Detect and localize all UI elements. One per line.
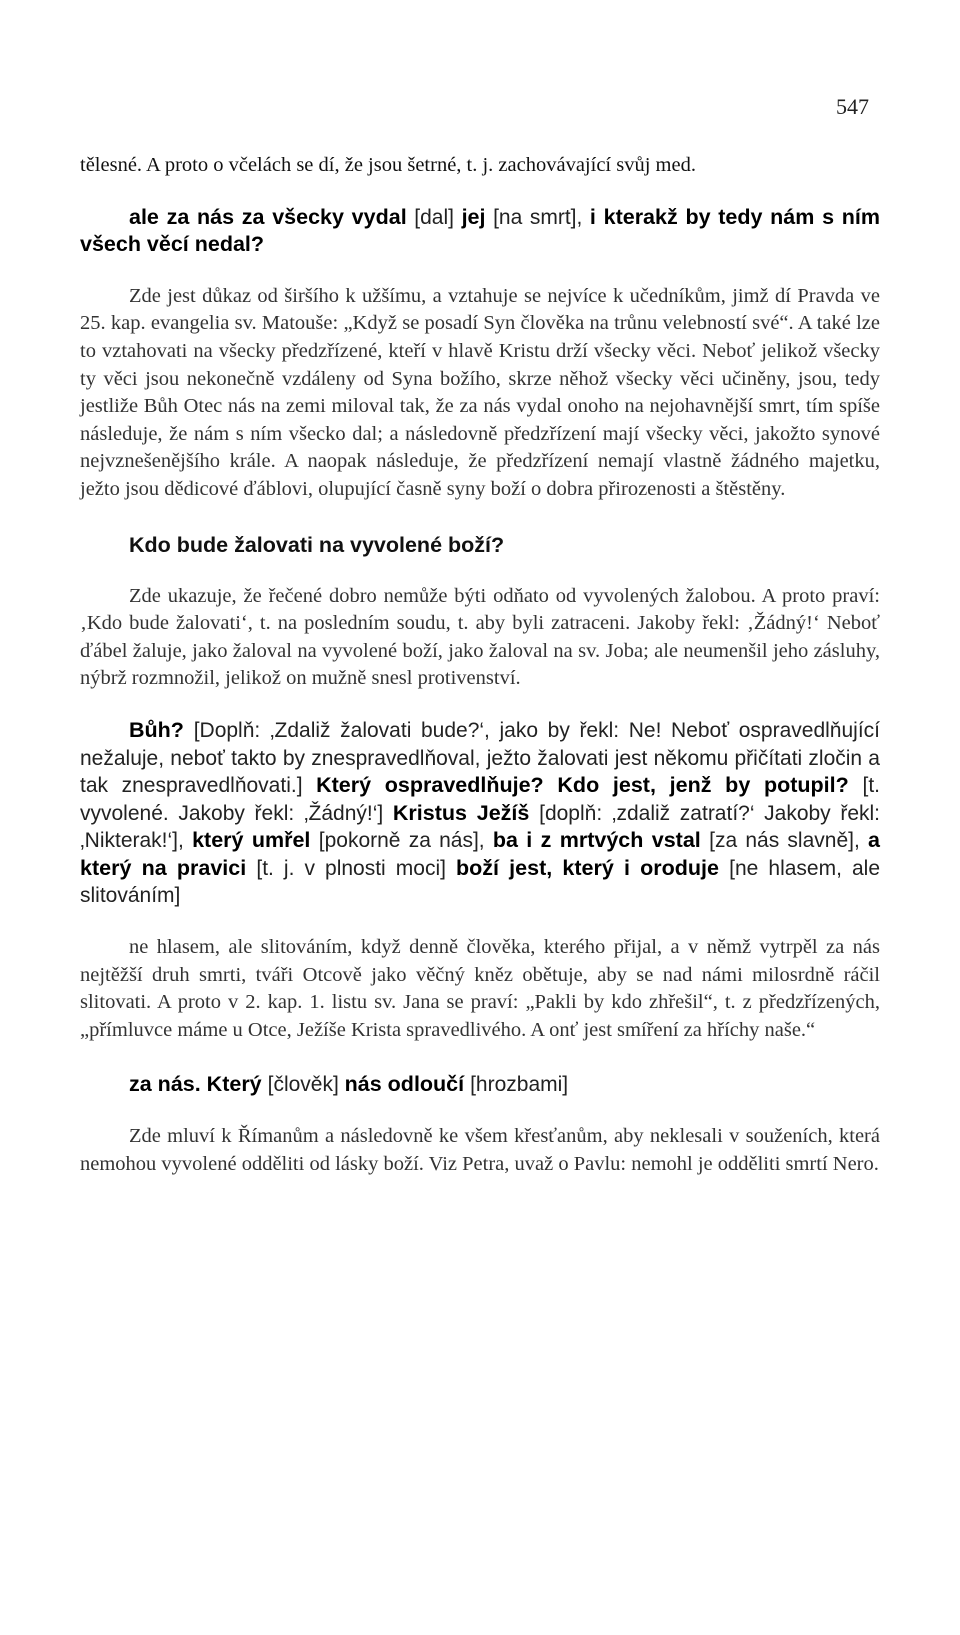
v2-segment-8: ba i z mrtvých vstal	[492, 828, 710, 853]
verse-1-insert-d: [na smrt],	[493, 205, 583, 229]
v2-segment-13: [ne hlasem, ale slitováním]	[80, 856, 880, 908]
v2-segment-11: [t. j. v plnosti moci]	[256, 856, 456, 880]
commentary-paragraph-3: ne hlasem, ale slitováním, když denně člověka, kterého přijal, a v němž vytrpěl za nás nejtěžší druh smrti, tváři Otcově jako věčný kněz obětuje, aby se nad námi milosrdně ráčil slitovati. A proto v 2. kap. 1. listu sv. Jana se praví: „Pakli by kdo zhřešil“, t. z předzřízených, „přímluvce máme u Otce, Ježíše Krista spravedlivého. A onť jest smíření za hříchy naše.“	[80, 936, 880, 1041]
v2-segment-10: a který na pravici	[80, 828, 880, 880]
v2-segment-9: [za nás slavně],	[709, 829, 869, 853]
v2-segment-6: který umřel	[192, 828, 319, 853]
v2-segment-7: [pokorně za nás],	[318, 829, 493, 853]
verse-1-bold-a: ale za nás za všecky vydal	[129, 204, 407, 229]
v2-segment-0: Bůh?	[129, 717, 194, 742]
commentary-paragraph-1: Zde jest důkaz od širšího k užšímu, a vztahuje se nejvíce k učedníkům, jimž dí Pravda ve 25. kap. evangelia sv. Matouše: „Když se posadí Syn člověka na trůnu velebností své“. A také lze to vztahovati na všecky předzřízené, kteří v hlavě Kristu drží všecky věci. Neboť jelikož všecky ty věci jsou nekonečně vzdáleny od Syna božího, skrze něhož všecky věci učiněny, jsou, tedy jestliže Bůh Otec nás na zemi miloval tak, že za nás vydal onoho na nejohavnější smrt, tím spíše následuje, že nám s ním všecko dal; a následovně předzřízení mají všecky věci, jakožto synové nejvznešenějšího krále. A naopak následuje, že předzřízení nemají vlastně žádného majetku, ježto jsou dědicové ďáblovi, olupující časně syny boží o dobra přirozenosti a štěstěny.	[80, 284, 880, 500]
verse-heading-1: Kdo bude žalovati na vyvolené boží?	[129, 532, 505, 557]
v2-segment-3: [t. vyvolené. Jakoby řekl: ‚Žádný!‘]	[80, 774, 880, 825]
page-content	[80, 152, 880, 1178]
verse-1-insert-b: [dal]	[414, 205, 454, 229]
verse-1-bold-c: jej	[461, 204, 486, 229]
commentary-paragraph-4: Zde mluví k Římanům a následovně ke všem křesťanům, aby neklesali v souženích, která nemohou vyvolené odděliti od lásky boží. Viz Petra, uvaž o Pavlu: nemohl je odděliti smrtí Nero.	[80, 1125, 880, 1175]
v3-segment-1: [člověk]	[267, 1073, 345, 1097]
v2-segment-12: boží jest, který i oroduje	[456, 855, 730, 880]
v2-segment-1: [Doplň: ‚Zdaliž žalovati bude?‘, jako by řekl: Ne! Neboť ospravedlňující nežaluje, neboť takto by znespravedlňoval, ježto žalovati jest někomu přičítati zločin a tak znespravedlňovati.]	[80, 718, 880, 798]
v2-segment-5: [doplň: ‚zdaliž zatratí?‘ Jakoby řekl: ‚Nikterak!‘],	[80, 801, 880, 853]
v2-segment-2: Který ospravedlňuje? Kdo jest, jenž by potupil?	[316, 773, 863, 798]
verse-quote-1	[80, 204, 880, 259]
verse-1-bold-e: i kterakž by tedy nám s ním všech věcí nedal?	[80, 204, 880, 257]
verse-quote-3	[80, 1071, 880, 1099]
page-number: 547	[836, 94, 869, 119]
v3-segment-0: za nás. Který	[129, 1072, 268, 1097]
v3-segment-3: [hrozbami]	[470, 1073, 569, 1097]
verse-quote-2	[80, 717, 880, 910]
v2-segment-4: Kristus Ježíš	[392, 800, 540, 825]
paragraph-continuation: tělesné. A proto o včelách se dí, že jsou šetrné, t. j. zachovávající svůj med.	[80, 154, 696, 176]
v3-segment-2: nás odloučí	[344, 1072, 471, 1097]
commentary-paragraph-2: Zde ukazuje, že řečené dobro nemůže býti odňato od vyvolených žalobou. A proto praví: ‚Kdo bude žalovati‘, t. na posledním soudu, t. aby byli zatraceni. Jakoby řekl: ‚Žádný!‘ Neboť ďábel žaluje, jako žaloval na vyvolené boží, jako žaloval na sv. Joba; ale neumenšil jeho zásluhy, nýbrž rozmnožil, jelikož on mužně snesl protivenství.	[80, 584, 880, 690]
